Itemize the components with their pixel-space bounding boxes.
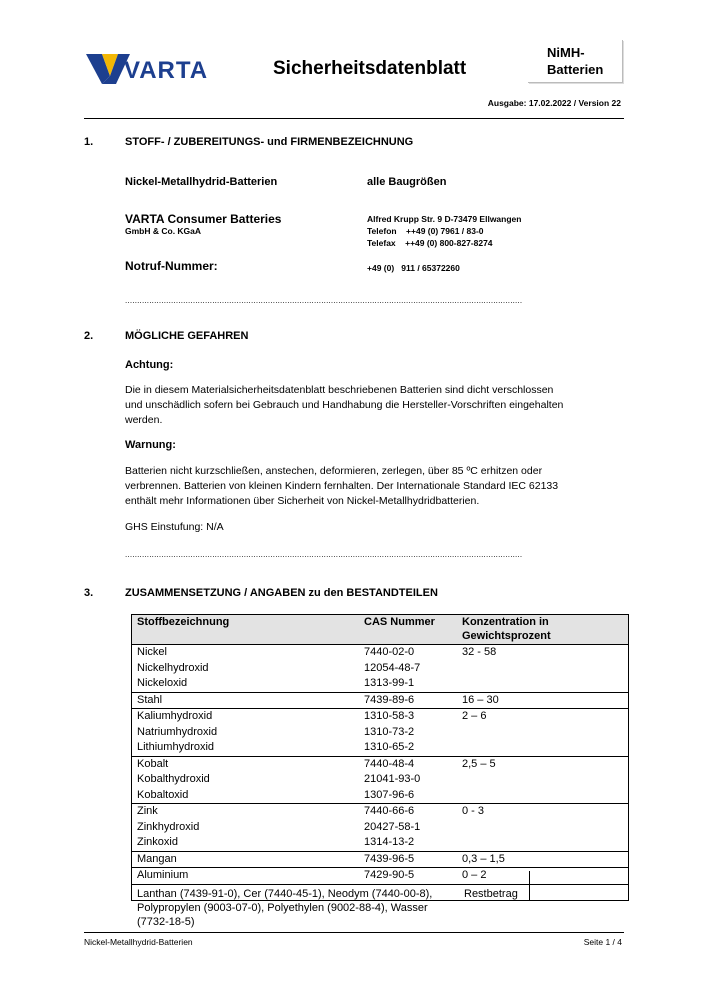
issue-version: Ausgabe: 17.02.2022 / Version 22 <box>487 98 621 108</box>
cas-number-cell: 20427-58-1 <box>364 820 421 833</box>
composition-table-body <box>131 645 629 885</box>
header-divider <box>84 118 624 119</box>
emergency-number: +49 (0) 911 / 65372260 <box>367 263 460 273</box>
section-1-number: 1. <box>84 136 94 148</box>
substance-name-cell: Kaliumhydroxid <box>131 709 358 725</box>
concentration-cell <box>456 661 629 677</box>
concentration-cell <box>456 788 629 804</box>
section-3-title: ZUSAMMENSETZUNG / ANGABEN zu den BESTANDTEILEN <box>125 587 438 599</box>
substance-name-cell: Lithiumhydroxid <box>137 741 215 753</box>
document-title: Sicherheitsdatenblatt <box>273 58 467 79</box>
remainder-concentration: Restbetrag <box>456 884 629 929</box>
col-header-concentration-line1: Konzentration in <box>462 616 549 628</box>
concentration-cell: 32 - 58 <box>456 645 629 661</box>
cas-number-cell: 1314-13-2 <box>364 836 415 848</box>
section-1-separator: .................................................................................................................................................................... <box>125 296 523 305</box>
company-fax: Telefax ++49 (0) 800-827-8274 <box>367 238 493 248</box>
cas-number-cell: 12054-48-7 <box>364 661 421 674</box>
cas-number-cell: 21041-93-0 <box>364 773 421 785</box>
table-row <box>131 788 629 804</box>
substance-name-cell: Kobalthydroxid <box>137 773 210 785</box>
cas-number-cell: 7439-89-6 <box>358 692 456 709</box>
concentration-cell: 2 – 6 <box>456 709 629 725</box>
table-row <box>131 804 629 820</box>
substance-name-cell: Kobalt <box>131 756 358 772</box>
table-row <box>131 676 629 692</box>
remainder-line2: Polypropylen (9003-07-0), Polyethylen (9002-88-4), Wasser (7732-18-5) <box>137 901 428 928</box>
cas-number-cell: 7439-96-5 <box>358 851 456 868</box>
warning-text-line1: Batterien nicht kurzschließen, anstechen, deformieren, zerlegen, über 85 ºC erhitzen oder <box>125 465 543 477</box>
remainder-line1: Lanthan (7439-91-0), Cer (7440-45-1), Neodym (7440-00-8), <box>137 887 433 900</box>
table-row <box>131 725 629 741</box>
table-row <box>131 772 629 788</box>
caution-text-line2: und unschädlich sofern bei Gebrauch und Handhabung die Hersteller-Vorschriften eingehalten <box>125 399 564 411</box>
substance-name-cell: Nickeloxid <box>137 677 188 689</box>
company-phone: Telefon ++49 (0) 7961 / 83-0 <box>367 226 484 236</box>
cas-number-cell: 1310-58-3 <box>358 709 456 725</box>
substance-name-cell: Zinkoxid <box>137 836 178 848</box>
warning-text-line3: enthält mehr Informationen über Sicherheit von Nickel-Metallhydridbatterien. <box>125 495 480 507</box>
emergency-label: Notruf-Nummer: <box>125 259 218 273</box>
substance-name-cell: Stahl <box>131 692 358 709</box>
cas-number-cell: 7440-02-0 <box>358 645 456 661</box>
substance-name-cell: Kobaltoxid <box>137 788 189 801</box>
table-header-row <box>131 614 629 645</box>
table-row <box>131 740 629 756</box>
concentration-cell <box>456 740 629 756</box>
ghs-classification: GHS Einstufung: N/A <box>125 521 224 533</box>
substance-name-cell: Nickelhydroxid <box>137 661 209 674</box>
company-name: VARTA Consumer Batteries <box>125 212 282 226</box>
concentration-cell: 16 – 30 <box>456 692 629 709</box>
remainder-cell-divider <box>529 871 530 901</box>
substance-name-cell: Nickel <box>131 645 358 661</box>
cas-number-cell: 1310-65-2 <box>364 741 415 753</box>
section-1-title: STOFF- / ZUBEREITUNGS- und FIRMENBEZEICHNUNG <box>125 136 414 148</box>
substance-name-cell: Aluminium <box>131 868 358 885</box>
cas-number-cell: 1310-73-2 <box>364 725 415 738</box>
section-2-separator: .................................................................................................................................................................... <box>125 550 523 559</box>
cas-number-cell: 7429-90-5 <box>358 868 456 885</box>
substance-name-cell: Zinkhydroxid <box>137 820 200 833</box>
table-row <box>131 709 629 725</box>
concentration-cell <box>456 835 629 851</box>
table-row <box>131 692 629 709</box>
section-2-number: 2. <box>84 330 94 342</box>
concentration-cell: 0 - 3 <box>456 804 629 820</box>
substance-name-cell: Zink <box>131 804 358 820</box>
concentration-cell <box>456 725 629 741</box>
product-label: Nickel-Metallhydrid-Batterien <box>125 176 278 188</box>
table-row <box>131 835 629 851</box>
product-sizes: alle Baugrößen <box>367 176 447 188</box>
table-row-remainder <box>131 884 629 929</box>
caution-text-line1: Die in diesem Materialsicherheitsdatenblatt beschriebenen Batterien sind dicht verschlossen <box>125 384 554 396</box>
concentration-cell: 0,3 – 1,5 <box>456 851 629 868</box>
concentration-cell <box>456 772 629 788</box>
col-header-cas: CAS Nummer <box>358 614 456 645</box>
substance-name-cell: Natriumhydroxid <box>137 725 218 738</box>
footer-document-name: Nickel-Metallhydrid-Batterien <box>84 937 193 947</box>
concentration-cell: 0 – 2 <box>456 868 629 885</box>
col-header-concentration-line2: Gewichtsprozent <box>462 630 551 642</box>
battery-type-box <box>528 40 623 83</box>
cas-number-cell: 1313-99-1 <box>364 677 415 689</box>
table-row <box>131 851 629 868</box>
table-row <box>131 756 629 772</box>
table-row <box>131 868 629 885</box>
remainder-substances <box>131 884 456 929</box>
table-row <box>131 661 629 677</box>
cas-number-cell: 7440-48-4 <box>358 756 456 772</box>
caution-text-line3: werden. <box>125 414 163 426</box>
concentration-cell <box>456 676 629 692</box>
composition-table <box>131 614 629 929</box>
company-form: GmbH & Co. KGaA <box>125 226 202 236</box>
table-row <box>131 645 629 661</box>
section-3-number: 3. <box>84 587 94 599</box>
footer-divider <box>84 932 624 933</box>
battery-type-line1: NiMH- <box>547 45 585 60</box>
col-header-substance: Stoffbezeichnung <box>131 614 358 645</box>
varta-logo-text: VARTA <box>124 57 209 84</box>
warning-label: Warnung: <box>125 439 176 451</box>
col-header-concentration <box>456 614 629 645</box>
varta-logo <box>86 48 226 88</box>
section-2-title: MÖGLICHE GEFAHREN <box>125 330 249 342</box>
concentration-cell: 2,5 – 5 <box>456 756 629 772</box>
table-row <box>131 820 629 836</box>
warning-text-line2: verbrennen. Batterien von kleinen Kindern fernhalten. Der Internationale Standard IEC 62133 <box>125 480 559 492</box>
cas-number-cell: 7440-66-6 <box>358 804 456 820</box>
footer-page-number: Seite 1 / 4 <box>583 937 622 947</box>
substance-name-cell: Mangan <box>131 851 358 868</box>
concentration-cell <box>456 820 629 836</box>
caution-label: Achtung: <box>125 359 174 371</box>
cas-number-cell: 1307-96-6 <box>364 788 415 801</box>
company-address: Alfred Krupp Str. 9 D-73479 Ellwangen <box>367 214 522 224</box>
battery-type-line2: Batterien <box>547 62 604 77</box>
